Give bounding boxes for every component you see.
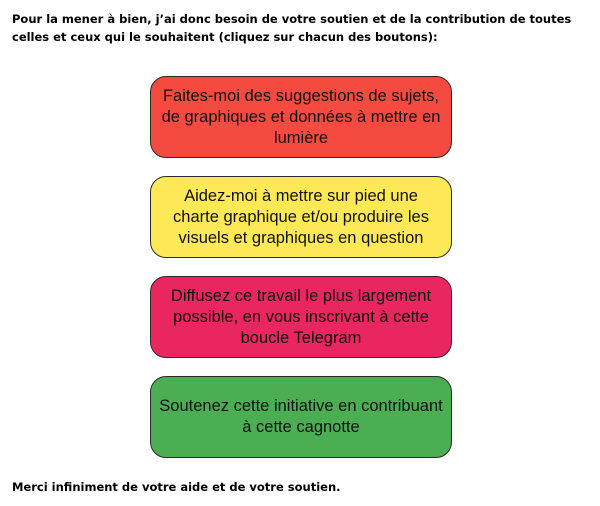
thanks-text: Merci infiniment de votre aide et de votre soutien. (12, 480, 341, 494)
donation-button[interactable]: Soutenez cette initiative en contribuant à cette cagnotte (150, 376, 452, 458)
action-buttons (150, 76, 452, 458)
telegram-subscribe-button[interactable]: Diffusez ce travail le plus largement possible, en vous inscrivant à cette boucle Telegram (150, 276, 452, 358)
intro-text: Pour la mener à bien, j’ai donc besoin de votre soutien et de la contribution de toutes celles et ceux qui le souhaitent (cliquez sur chacun des boutons): (12, 12, 572, 44)
suggestions-button[interactable]: Faites-moi des suggestions de sujets, de graphiques et données à mettre en lumière (150, 76, 452, 158)
graphic-charter-button[interactable]: Aidez-moi à mettre sur pied une charte graphique et/ou produire les visuels et graphiques en question (150, 176, 452, 258)
